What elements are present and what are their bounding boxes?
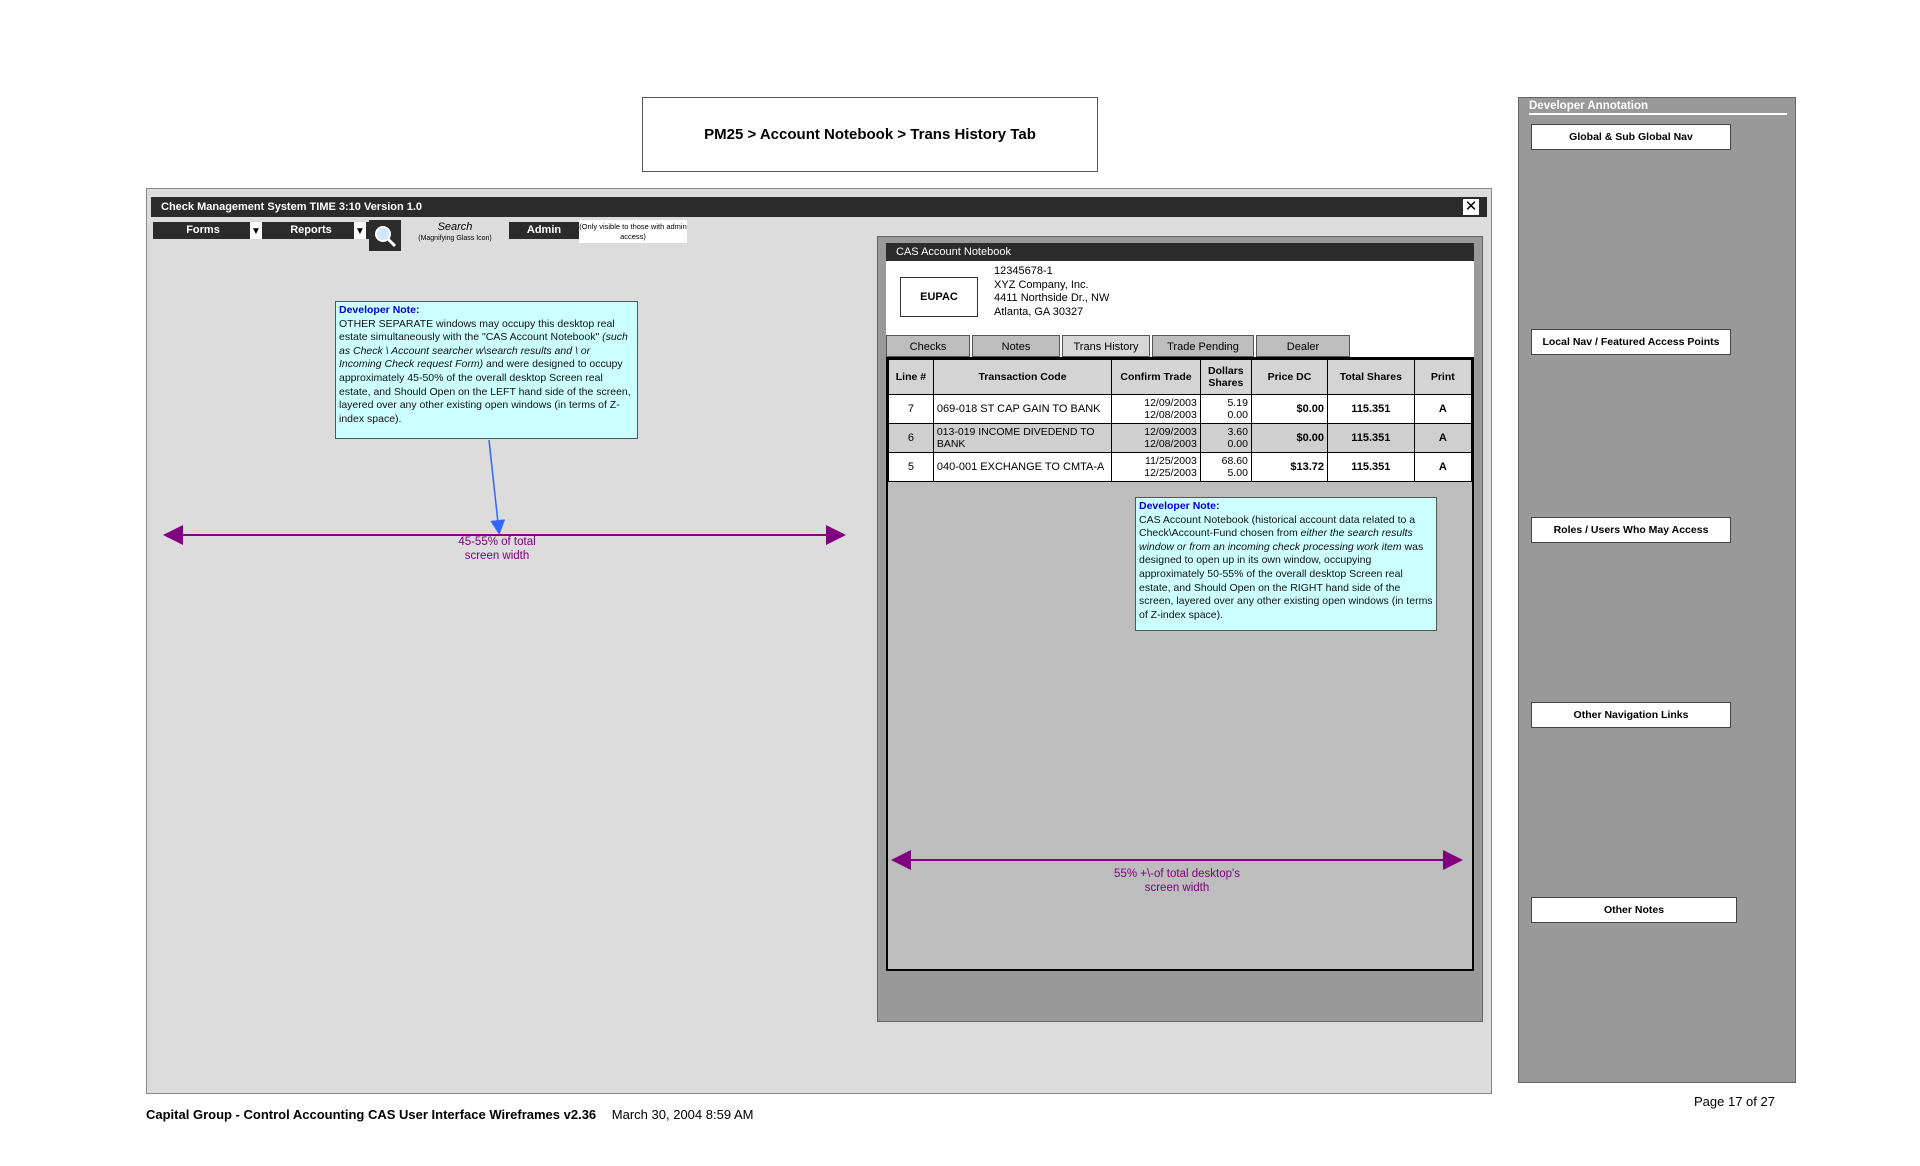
- reports-label: Reports: [290, 224, 332, 236]
- note-header: Developer Note:: [1139, 500, 1220, 512]
- annotation-local-nav: Local Nav / Featured Access Points: [1531, 329, 1731, 355]
- width-label-line: 55% +\-of total desktop's: [1114, 868, 1240, 880]
- code-cell: 040-001 EXCHANGE TO CMTA-A: [933, 453, 1111, 482]
- column-header: Total Shares: [1328, 360, 1415, 395]
- dollars-value: 5.19: [1227, 397, 1248, 409]
- total-shares-cell: 115.351: [1328, 453, 1415, 482]
- price-cell: $0.00: [1251, 395, 1327, 424]
- line-cell: 6: [889, 424, 934, 453]
- admin-note: (Only visible to those with admin access): [579, 222, 687, 241]
- chevron-down-icon[interactable]: ▼: [354, 222, 366, 239]
- note-text: OTHER SEPARATE windows may occupy this desktop real estate simultaneously with the "CAS Account Notebook": [339, 317, 615, 344]
- tab-checks[interactable]: Checks: [886, 335, 970, 357]
- line-cell: 7: [889, 395, 934, 424]
- column-header: Line #: [889, 360, 934, 395]
- shares-value: 5.00: [1227, 467, 1248, 479]
- note-text-italic: (such as Check \ Account searcher w\search results and \ or Incoming Check request Form): [339, 331, 628, 371]
- price-cell: $13.72: [1251, 453, 1327, 482]
- note-text: was designed to open up in its own window, occupying approximately 50-55% of the overall desktop Screen real estate, and Should Open on the RIGHT hand side of the screen, layered over any other existing open windows (in terms of Z-index space).: [1139, 540, 1433, 621]
- print-cell[interactable]: A: [1414, 453, 1471, 482]
- note-header: Developer Note:: [339, 304, 420, 316]
- annotation-arrows-right: [147, 189, 1493, 1095]
- column-header: Price DC: [1251, 360, 1327, 395]
- column-header: Transaction Code: [933, 360, 1111, 395]
- confirm-date: 12/09/2003: [1144, 426, 1197, 438]
- code-cell: 013-019 INCOME DIVEDEND TO BANK: [933, 424, 1111, 453]
- search-text: Search: [437, 221, 473, 233]
- dollars-value: 68.60: [1221, 455, 1248, 467]
- annotation-global-nav: Global & Sub Global Nav: [1531, 124, 1731, 150]
- width-label-right: [1077, 867, 1277, 895]
- line-cell: 5: [889, 453, 934, 482]
- tab-dealer[interactable]: Dealer: [1256, 335, 1350, 357]
- code-cell: 069-018 ST CAP GAIN TO BANK: [933, 395, 1111, 424]
- tab-notes[interactable]: Notes: [972, 335, 1060, 357]
- footer: [146, 1107, 753, 1122]
- annotation-roles: Roles / Users Who May Access: [1531, 517, 1731, 543]
- confirm-date: 11/25/2003: [1145, 455, 1197, 467]
- page-title: PM25 > Account Notebook > Trans History Tab: [642, 97, 1098, 172]
- trade-date: 12/25/2003: [1144, 467, 1197, 479]
- total-shares-cell: 115.351: [1328, 395, 1415, 424]
- note-text-italic: either the search results window or from an incoming check processing work item: [1139, 527, 1413, 553]
- trade-date: 12/08/2003: [1144, 409, 1197, 421]
- account-line: 4411 Northside Dr., NW: [994, 292, 1110, 304]
- window-title: Check Management System TIME 3:10 Version 1.0: [161, 201, 423, 213]
- tab-trans-history[interactable]: Trans History: [1062, 335, 1150, 357]
- fund-folder[interactable]: EUPAC: [900, 277, 978, 317]
- column-header: Confirm Trade: [1112, 360, 1201, 395]
- note-text: and were designed to occupy approximately 45-50% of the overall desktop Screen real estate, and Should Open on the LEFT hand side of the screen, layered over any other existing open windows (in terms of Z-index space).: [339, 358, 631, 425]
- price-cell: $0.00: [1251, 424, 1327, 453]
- annotation-title: Developer Annotation: [1529, 100, 1787, 115]
- trade-date: 12/08/2003: [1144, 438, 1197, 450]
- cas-window-title: CAS Account Notebook: [886, 243, 1474, 261]
- page-number: Page 17 of 27: [1694, 1094, 1775, 1109]
- width-label-line: screen width: [464, 550, 530, 562]
- admin-button[interactable]: Admin: [509, 222, 579, 239]
- annotation-other-nav-links: Other Navigation Links: [1531, 702, 1731, 728]
- annotation-other-notes: Other Notes: [1531, 897, 1737, 923]
- account-line: Atlanta, GA 30327: [994, 305, 1084, 318]
- print-cell[interactable]: A: [1414, 424, 1471, 453]
- desktop-frame: [146, 188, 1492, 1094]
- column-header: Dollars Shares: [1200, 360, 1251, 395]
- width-label-line: 45-55% of total: [458, 536, 536, 548]
- search-subtext: (Magnifying Glass Icon): [418, 235, 492, 242]
- shares-value: 0.00: [1227, 409, 1248, 421]
- total-shares-cell: 115.351: [1328, 424, 1415, 453]
- forms-label: Forms: [186, 224, 220, 236]
- shares-value: 0.00: [1227, 438, 1248, 450]
- confirm-date: 12/09/2003: [1144, 397, 1197, 409]
- footer-text: Capital Group - Control Accounting CAS User Interface Wireframes v2.36: [146, 1107, 597, 1122]
- dollars-value: 3.60: [1227, 426, 1248, 438]
- chevron-down-icon[interactable]: ▼: [250, 222, 262, 239]
- tab-trade-pending[interactable]: Trade Pending: [1152, 335, 1254, 357]
- account-line: XYZ Company, Inc.: [994, 278, 1089, 291]
- note-text: CAS Account Notebook (historical account data related to a Check\Account-Fund chosen from: [1139, 513, 1416, 540]
- account-line: 12345678-1: [994, 265, 1053, 277]
- footer-date: March 30, 2004 8:59 AM: [611, 1107, 754, 1122]
- close-icon[interactable]: ✕: [1464, 198, 1478, 215]
- column-header: Print: [1414, 360, 1471, 395]
- developer-annotation-panel: [1518, 97, 1796, 1083]
- width-label-line: screen width: [1144, 882, 1210, 894]
- print-cell[interactable]: A: [1414, 395, 1471, 424]
